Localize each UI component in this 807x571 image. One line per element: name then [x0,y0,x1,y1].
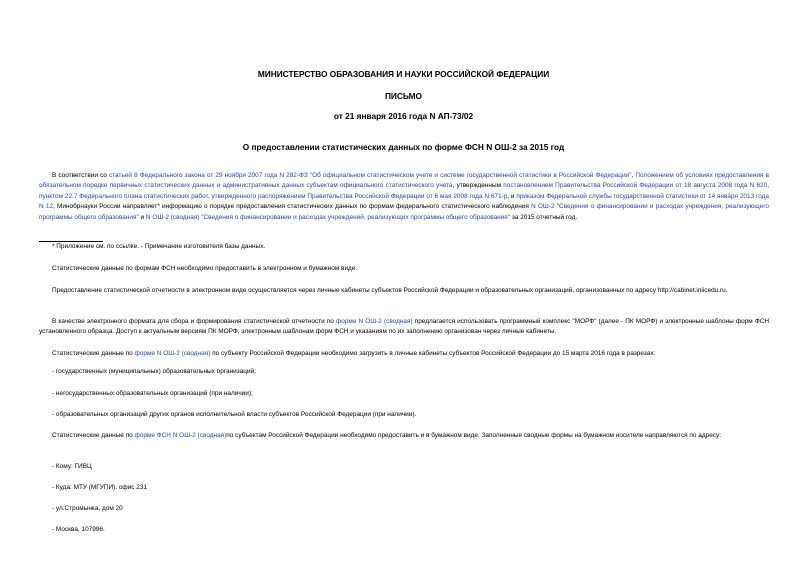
paragraph-software [39,317,769,338]
footnote: * Приложение см. по ссылке. - Примечание изготовителя базы данных. [52,243,266,250]
list-item: - государственных (муниципальных) образовательных организаций; [52,368,256,375]
address-street: - ул.Стромынка, дом 20 [52,505,123,512]
list-item: - негосударственных образовательных организаций (при наличии); [52,390,253,397]
text: и [138,213,146,221]
paragraph-formats: Статистические данные по формам ФСН необходимо предоставить в электронном и бумажном виде. [52,265,358,272]
text: , [631,172,636,179]
address-city: - Москва, 107996. [52,526,105,533]
paragraph-paper [39,431,769,441]
text: Статистические данные по [52,432,135,439]
law-article-link[interactable]: статьей 8 Федерального закона от 29 ноября 2007 года N 282-ФЗ "Об официальном статистическом учете и системе государственной статистики в Российской Федерации" [109,172,632,179]
form-osh2-link[interactable]: N ОШ-2 "Сведения о финансировании и расходах учреждения, реализующего программы общего образования" [39,203,769,221]
statistical-plan-link[interactable]: пунктом 22.7 Федерального плана статистических работ, утвержденного распоряжением Правительства Российской Федерации от 6 мая 2008 года N 671-р [39,192,508,200]
form-osh2-summary-link[interactable]: форме N ОШ-2 (сводная) [335,318,413,325]
government-decree-link[interactable]: постановлением Правительства Российской Федерации от 18 августа 2008 года N 620 [503,182,768,190]
document-date-number: от 21 января 2016 года N АП-73/02 [333,111,474,121]
regulation-link[interactable]: Положением об условиях предоставления в обязательном порядке первичных статистических данных и административных данных субъектам официального статистического учета [39,172,769,190]
text: Статистические данные по [52,350,135,357]
text: , и [507,192,517,200]
text: В качестве электронного формата для сбора и формирования статистической отчетности по [52,318,336,325]
document-type: ПИСЬМО [384,91,423,101]
document-subject: О предоставлении статистических данных по форме ФСН N ОШ-2 за 2015 год [242,142,565,152]
paragraph-deadline [39,349,782,359]
text: предлагается использовать программный комплекс "МОРФ" (далее - ПК МОРФ) и электронные шаблоны форм ФСН установленного образца. Доступ к актуальным версиям ПК МОРФ, электронным шаблонам форм ФСН и указаниям по их заполнению организован через личные кабинеты. [39,318,770,336]
rosstat-order-link[interactable]: приказом Федеральной службы государственной статистики от 14 января 2013 года N 12 [39,192,769,211]
paragraph-intro [39,171,769,223]
address-recipient: - Кому: ГИВЦ [52,463,92,470]
address-place: - Куда: МТУ (МГУПИ), офис 231 [52,484,148,491]
text: по субъекту Российской Федерации необходимо загрузить в личные кабинеты субъектов Российской Федерации до 15 марта 2016 года в разрезах: [210,350,656,357]
text: за 2015 отчетный год. [510,213,578,221]
text: В соответствии со [52,172,110,179]
paragraph-electronic: Предоставление статистической отчетности в электронном виде осуществляется через личные кабинеты субъектов Российской Федерации и образовательных организаций, организованных по адресу http://cabinet.iniicedu.ru. [52,287,728,294]
ministry-title: МИНИСТЕРСТВО ОБРАЗОВАНИЯ И НАУКИ РОССИЙСКОЙ ФЕДЕРАЦИИ [257,69,550,79]
form-fsn-osh2-summary-link[interactable]: форме ФСН N ОШ-2 (сводная) [134,432,227,439]
list-item: - образовательных организаций других органов исполнительной власти субъектов Российской Федерации (при наличии). [52,411,417,418]
text: по субъектам Российской Федерации необходимо предоставить и в бумажном виде. Заполненные сводные формы на бумажном носителе направляются по адресу: [226,432,722,439]
form-osh2-summary-link[interactable]: форме N ОШ-2 (сводная) [134,350,211,357]
text: , [767,182,770,190]
text: , утвержденным [452,182,504,190]
form-osh2-summary-link[interactable]: N ОШ-2 (сводная) "Сведения о финансировании и расходах учреждений, реализующих программы общего образования" [145,213,511,221]
text: , Минобрнауки России направляет* информацию о порядке предоставления статистических данных по формам федерального статистического наблюдения [53,203,532,211]
